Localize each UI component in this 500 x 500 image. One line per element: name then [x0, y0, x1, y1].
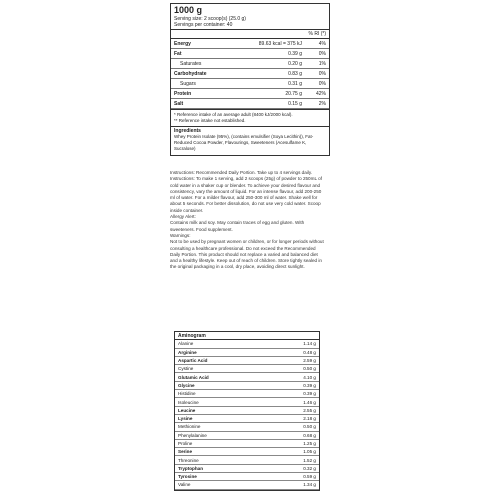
nutrient-ri-percent: 0%	[305, 79, 329, 89]
amino-acid-name: Isoleucine	[175, 398, 273, 406]
aminogram-row	[175, 348, 319, 356]
amino-acid-value: 1.34 g	[273, 481, 319, 489]
aminogram-title-row	[175, 332, 319, 340]
allergy-alert-title: Allergy Alert:	[170, 214, 196, 220]
amino-acid-name: Phenylalanine	[175, 431, 273, 439]
amino-acid-name: Leucine	[175, 406, 273, 414]
nutrition-row	[171, 39, 329, 49]
amino-acid-value: 2.18 g	[273, 414, 319, 422]
servings-per-container: Servings per container: 40	[174, 22, 233, 28]
amino-acid-name: Aspartic Acid	[175, 356, 273, 364]
amino-acid-value: 0.32 g	[273, 464, 319, 472]
product-description	[170, 170, 326, 271]
aminogram-row	[175, 406, 319, 414]
nutrition-row	[171, 89, 329, 99]
aminogram-row	[175, 439, 319, 447]
amino-acid-value: 0.48 g	[273, 348, 319, 356]
aminogram-row	[175, 456, 319, 464]
amino-acid-name: Histidine	[175, 390, 273, 398]
nutrient-name: Salt	[171, 99, 255, 109]
nutrient-name: Protein	[171, 89, 255, 99]
nutrient-name: Saturates	[171, 59, 255, 69]
amino-acid-value: 0.50 g	[273, 365, 319, 373]
aminogram-row	[175, 431, 319, 439]
nutrient-value: 0.20 g	[255, 59, 305, 69]
nutrition-header	[171, 4, 329, 30]
nutrient-ri-percent: 4%	[305, 39, 329, 49]
nutrient-value: 20.75 g	[255, 89, 305, 99]
amino-acid-value: 0.68 g	[273, 431, 319, 439]
nutrition-row	[171, 99, 329, 109]
aminogram-row	[175, 464, 319, 472]
reference-note-2: ** Reference intake not established.	[174, 118, 246, 123]
amino-acid-value: 1.25 g	[273, 439, 319, 447]
nutrient-value: 89.63 kcal = 375 kJ	[255, 39, 305, 49]
amino-acid-name: Glutamic Acid	[175, 373, 273, 381]
nutrition-row	[171, 79, 329, 89]
serving-size: Serving size: 2 scoop(s) (25.0 g)	[174, 16, 246, 22]
aminogram-table	[175, 332, 319, 490]
warnings-title: Warnings:	[170, 232, 191, 238]
ingredients-text: Whey Protein Isolate (95%), (contains emulsifier (Soya Lecithin)), Fat-Reduced Cocoa Powder, Flavourings, Sweeteners (Acesulfame K, Sucralose)	[174, 134, 314, 151]
nutrition-row	[171, 59, 329, 69]
nutrient-name: Fat	[171, 49, 255, 59]
amino-acid-name: Glycine	[175, 381, 273, 389]
aminogram-row	[175, 373, 319, 381]
reference-notes	[171, 109, 329, 126]
amino-acid-name: Arginine	[175, 348, 273, 356]
amino-acid-name: Tryptophan	[175, 464, 273, 472]
aminogram-row	[175, 356, 319, 364]
ri-header: % RI (*)	[305, 30, 329, 39]
nutrient-ri-percent: 42%	[305, 89, 329, 99]
aminogram-row	[175, 390, 319, 398]
nutrient-value: 0.31 g	[255, 79, 305, 89]
amino-acid-name: Alanine	[175, 340, 273, 348]
nutrition-row	[171, 49, 329, 59]
nutrition-row	[171, 69, 329, 79]
nutrient-name: Carbohydrate	[171, 69, 255, 79]
aminogram-row	[175, 381, 319, 389]
aminogram-row	[175, 481, 319, 489]
amino-acid-name: Lysine	[175, 414, 273, 422]
aminogram-row	[175, 365, 319, 373]
aminogram-row	[175, 423, 319, 431]
amino-acid-name: Tyrosine	[175, 473, 273, 481]
allergy-text: Contains milk and soy. May contain traces of egg and gluten. With sweeteners. Food supplement.	[170, 220, 305, 232]
nutrient-value: 0.39 g	[255, 49, 305, 59]
amino-acid-value: 1.05 g	[273, 448, 319, 456]
amino-acid-value: 0.50 g	[273, 423, 319, 431]
reference-note-1: * Reference intake of an average adult (8400 kJ/2000 kcal).	[174, 112, 293, 117]
warnings-text: Not to be used by pregnant women or children, or for longer periods without consulting a healthcare professional. Do not exceed the Recommended Daily Portion. This product should not replace a varied and balanced diet and a healthy lifestyle. Keep out of reach of children. Store tightly sealed in the original packaging in a cool, dry place, avoiding direct sunlight.	[170, 239, 324, 270]
nutrient-ri-percent: 0%	[305, 49, 329, 59]
aminogram-title: Aminogram	[175, 332, 319, 340]
nutrition-column-header	[171, 30, 329, 39]
ingredients-title: Ingredients	[174, 128, 201, 134]
instructions-text: Instructions: Recommended Daily Portion. Take up to 4 servings daily. Instructions: To make 1 serving, add 2 scoops (25g) of powder to 250mL of cold water in a shaker cup or blender. To achieve your desired flavour and consistency, vary the amount of liquid. For an intense flavour, add 200-250 ml of water. For a milder flavour, add 250-300 ml of water. Shake well for about 5 seconds. For better dissolution, do not use very cold water. Scoop inside container.	[170, 170, 322, 213]
aminogram-row	[175, 414, 319, 422]
amino-acid-value: 1.14 g	[273, 340, 319, 348]
aminogram-panel	[174, 331, 320, 491]
amino-acid-value: 0.39 g	[273, 390, 319, 398]
amino-acid-value: 2.55 g	[273, 406, 319, 414]
amino-acid-name: Cystine	[175, 365, 273, 373]
nutrient-ri-percent: 2%	[305, 99, 329, 109]
aminogram-row	[175, 340, 319, 348]
nutrition-facts-panel	[170, 3, 330, 156]
aminogram-row	[175, 448, 319, 456]
amino-acid-value: 2.59 g	[273, 356, 319, 364]
amino-acid-value: 4.10 g	[273, 373, 319, 381]
amino-acid-name: Serine	[175, 448, 273, 456]
nutrient-ri-percent: 1%	[305, 59, 329, 69]
amino-acid-value: 1.46 g	[273, 398, 319, 406]
nutrient-ri-percent: 0%	[305, 69, 329, 79]
amino-acid-name: Valine	[175, 481, 273, 489]
aminogram-row	[175, 473, 319, 481]
aminogram-row	[175, 398, 319, 406]
nutrient-name: Sugars	[171, 79, 255, 89]
ingredients-section	[171, 126, 329, 155]
amino-acid-value: 0.59 g	[273, 473, 319, 481]
amino-acid-name: Methionine	[175, 423, 273, 431]
package-amount: 1000 g	[174, 5, 203, 15]
amino-acid-name: Threonine	[175, 456, 273, 464]
amino-acid-value: 0.39 g	[273, 381, 319, 389]
nutrient-value: 0.15 g	[255, 99, 305, 109]
nutrient-value: 0.83 g	[255, 69, 305, 79]
amino-acid-name: Proline	[175, 439, 273, 447]
nutrient-name: Energy	[171, 39, 255, 49]
amino-acid-value: 1.52 g	[273, 456, 319, 464]
nutrition-table	[171, 30, 329, 109]
